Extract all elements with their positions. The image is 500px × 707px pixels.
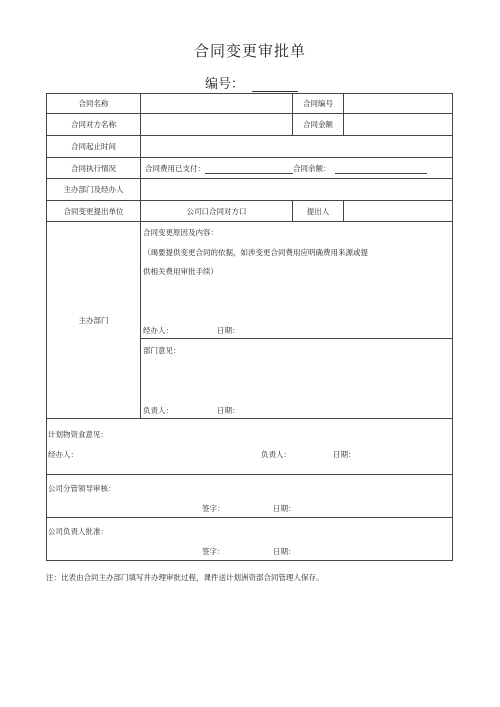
value-amount[interactable] [344,114,453,136]
value-period[interactable] [141,136,453,158]
label-execution: 合同执行情况 [47,158,141,179]
row-counterparty [47,114,453,136]
planning-responsible-label: 负责人： [261,450,291,459]
number-label: 编号： [205,77,245,92]
row-leader [47,475,453,518]
page-title: 合同变更审批单 [193,42,306,60]
label-change-unit: 合同变更提出单位 [47,201,141,222]
change-unit-options[interactable]: 公司口合同对方口 [141,201,293,222]
opinion-date-label: 日期： [217,406,240,415]
balance-blank[interactable] [335,165,427,174]
reason-hint-1: （竭要提供变更合同的依据，如涉变更合同费用应明确费用来源或提 [143,248,368,257]
paid-blank[interactable] [205,165,293,174]
planning-date-label: 日期： [333,450,356,459]
row-head [47,518,453,561]
label-amount: 合同金额 [293,114,344,136]
label-proposer: 提出人 [293,201,344,222]
label-dept-handler: 主办部门及经办人 [47,179,141,201]
opinion-responsible-label: 负责人： [143,406,173,415]
row-planning [47,419,453,475]
head-date-label: 日期： [273,547,296,556]
value-proposer[interactable] [344,201,453,222]
row-dept-handler [47,179,453,201]
row-contract-name [47,94,453,114]
head-sign-label: 签字： [202,547,225,556]
value-dept-handler[interactable] [141,179,453,201]
leader-title: 公司分管领导审核： [48,484,116,493]
row-period [47,136,453,158]
footnote: 注：比表由合同主办部门填写并办理审批过程，课件送计划洲资部合同管理人保存。 [46,573,324,582]
leader-date-label: 日期： [273,504,296,513]
reason-handler-label: 经办人： [143,326,173,335]
value-contract-no[interactable] [344,94,453,114]
leader-block[interactable] [47,475,453,518]
planning-block[interactable] [47,419,453,475]
leader-sign-label: 签字： [202,504,225,513]
head-block[interactable] [47,518,453,561]
number-blank[interactable] [252,79,298,92]
reason-hint-2: 供相关费用审批手续） [143,267,218,276]
opinion-block[interactable] [141,339,453,419]
reason-label: 合同变更原因及内容： [143,228,218,237]
label-period: 合同起止时间 [47,136,141,158]
balance-label: 合同余额： [293,163,331,173]
planning-handler-label: 经办人： [48,450,78,459]
row-main-dept-reason [47,222,453,339]
planning-title: 计划物资食意见： [48,430,108,439]
reason-date-label: 日期： [217,326,240,335]
label-counterparty: 合同对方名称 [47,114,141,136]
value-counterparty[interactable] [141,114,293,136]
head-title: 公司负责人批准： [48,527,108,536]
row-change-unit [47,201,453,222]
paid-label: 合同费用已支付： [145,163,205,173]
label-contract-name: 合同名称 [47,94,141,114]
value-contract-name[interactable] [141,94,293,114]
approval-form-table [46,93,453,561]
reason-block[interactable] [141,222,453,339]
number-field [205,73,298,92]
opinion-label: 部门意见： [143,346,181,355]
label-contract-no: 合同编号 [293,94,344,114]
value-execution [141,158,453,179]
label-main-dept: 主办部门 [47,222,141,419]
row-execution [47,158,453,179]
